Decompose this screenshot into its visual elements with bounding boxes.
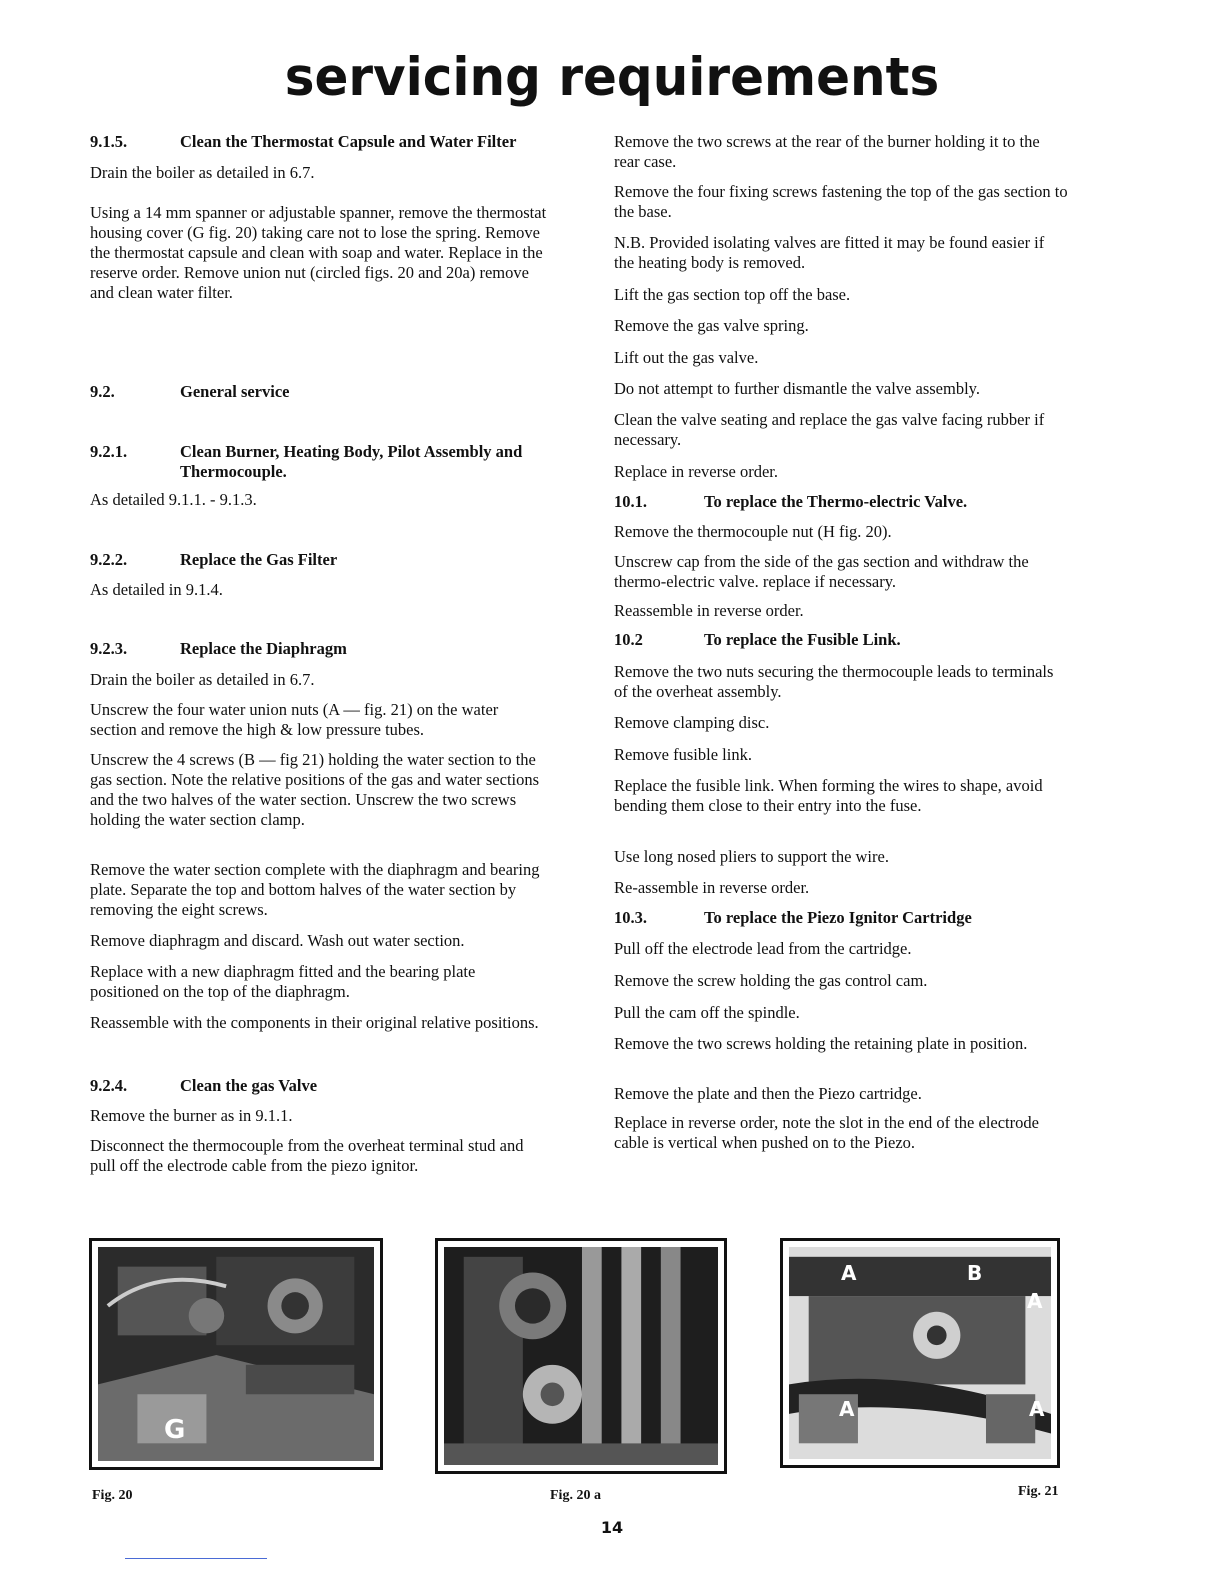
photo-illustration [444,1247,718,1465]
photo [98,1247,374,1461]
paragraph: Remove the screw holding the gas control cam. [614,971,928,990]
paragraph: Reassemble with the components in their original relative positions. [90,1013,539,1032]
paragraph: Remove fusible link. [614,745,752,764]
paragraph: Remove clamping disc. [614,713,770,732]
photo-label: A [1029,1397,1045,1421]
figure-caption: Fig. 20 [92,1488,133,1503]
section-title: Replace the Gas Filter [180,550,338,569]
figure-caption: Fig. 20 a [550,1488,601,1503]
section-heading [90,639,546,659]
paragraph: Drain the boiler as detailed in 6.7. [90,163,315,182]
photo-label: A [841,1261,857,1285]
paragraph: Remove the two screws holding the retaining plate in position. [614,1034,1028,1053]
section-number: 10.1. [614,492,647,511]
paragraph: Replace the fusible link. When forming the wires to shape, avoid bending them close to their entry into the fuse. [614,776,1043,815]
section-title: Clean the gas Valve [180,1076,318,1095]
paragraph: Remove the burner as in 9.1.1. [90,1106,293,1125]
figure-20a-photo [435,1238,727,1474]
paragraph: Remove the plate and then the Piezo cartridge. [614,1084,922,1103]
section-title: General service [180,382,290,401]
section-heading [90,1076,546,1096]
section-title: To replace the Fusible Link. [704,630,901,649]
paragraph: Remove the four fixing screws fastening the top of the gas section to the base. [614,182,1068,221]
paragraph: Remove the gas valve spring. [614,316,809,335]
section-number: 10.3. [614,908,647,927]
section-heading [614,630,1068,650]
photo-label: A [1027,1289,1043,1313]
section-heading [90,132,546,152]
paragraph: Replace with a new diaphragm fitted and the bearing plate positioned on the top of the diaphragm. [90,962,476,1001]
section-heading [614,492,1068,512]
photo-label: G [164,1415,186,1445]
paragraph: As detailed in 9.1.4. [90,580,223,599]
paragraph: Unscrew the 4 screws (B — fig 21) holding the water section to the gas section. Note the relative positions of the gas and water sections and the two halves of the water section. Unscrew the two screws holding the water section clamp. [90,750,540,829]
section-heading [90,382,546,402]
section-title: Replace the Diaphragm [180,639,347,658]
section-number: 9.1.5. [90,132,128,151]
paragraph: Lift out the gas valve. [614,348,759,367]
paragraph: Remove diaphragm and discard. Wash out water section. [90,931,465,950]
paragraph: Disconnect the thermocouple from the overheat terminal stud and pull off the electrode cable from the piezo ignitor. [90,1136,524,1175]
section-number: 9.2.1. [90,442,128,461]
section-title: To replace the Thermo-electric Valve. [704,492,968,511]
paragraph: Do not attempt to further dismantle the valve assembly. [614,379,980,398]
paragraph: Clean the valve seating and replace the gas valve facing rubber if necessary. [614,410,1045,449]
figure-caption: Fig. 21 [1018,1484,1059,1499]
paragraph: Use long nosed pliers to support the wire. [614,847,889,866]
figure-20-photo [89,1238,383,1470]
photo-illustration [789,1247,1051,1459]
photo [444,1247,718,1465]
photo-illustration [98,1247,374,1461]
figure-21-photo [780,1238,1060,1468]
paragraph: Remove the two screws at the rear of the burner holding it to the rear case. [614,132,1040,171]
section-number: 9.2.4. [90,1076,128,1095]
photo [789,1247,1051,1459]
section-heading [90,550,546,570]
paragraph: Unscrew cap from the side of the gas section and withdraw the thermo-electric valve. replace if necessary. [614,552,1029,591]
paragraph: N.B. Provided isolating valves are fitted it may be found easier if the heating body is removed. [614,233,1045,272]
footer-rule [125,1558,267,1559]
section-number: 9.2.3. [90,639,128,658]
section-heading [90,442,546,482]
photo-label: A [839,1397,855,1421]
section-number: 10.2 [614,630,643,649]
paragraph: As detailed 9.1.1. - 9.1.3. [90,490,257,509]
paragraph: Replace in reverse order. [614,462,779,481]
paragraph: Remove the water section complete with the diaphragm and bearing plate. Separate the top and bottom halves of the water section by removing the eight screws. [90,860,540,919]
paragraph: Using a 14 mm spanner or adjustable spanner, remove the thermostat housing cover (G fig. 20) taking care not to lose the spring. Remove the thermostat capsule and clean with soap and water. Replace in the reserve order. Remove union nut (circled figs. 20 and 20a) remove and clean water filter. [90,203,547,302]
section-number: 9.2.2. [90,550,128,569]
paragraph: Replace in reverse order, note the slot in the end of the electrode cable is vertical when pushed on to the Piezo. [614,1113,1039,1152]
paragraph: Unscrew the four water union nuts (A — fig. 21) on the water section and remove the high & low pressure tubes. [90,700,499,739]
section-heading [614,908,1068,928]
paragraph: Remove the two nuts securing the thermocouple leads to terminals of the overheat assembly. [614,662,1054,701]
paragraph: Drain the boiler as detailed in 6.7. [90,670,315,689]
section-title: Clean the Thermostat Capsule and Water Filter [180,132,517,151]
page-number: 14 [600,1518,624,1537]
section-title: To replace the Piezo Ignitor Cartridge [704,908,972,927]
section-title: Clean Burner, Heating Body, Pilot Assembly and Thermocouple. [180,442,523,481]
paragraph: Re-assemble in reverse order. [614,878,810,897]
page-title: servicing requirements [284,46,940,108]
photo-label: B [967,1261,983,1285]
paragraph: Remove the thermocouple nut (H fig. 20). [614,522,892,541]
section-number: 9.2. [90,382,115,401]
paragraph: Reassemble in reverse order. [614,601,804,620]
paragraph: Pull off the electrode lead from the cartridge. [614,939,912,958]
paragraph: Lift the gas section top off the base. [614,285,851,304]
paragraph: Pull the cam off the spindle. [614,1003,800,1022]
